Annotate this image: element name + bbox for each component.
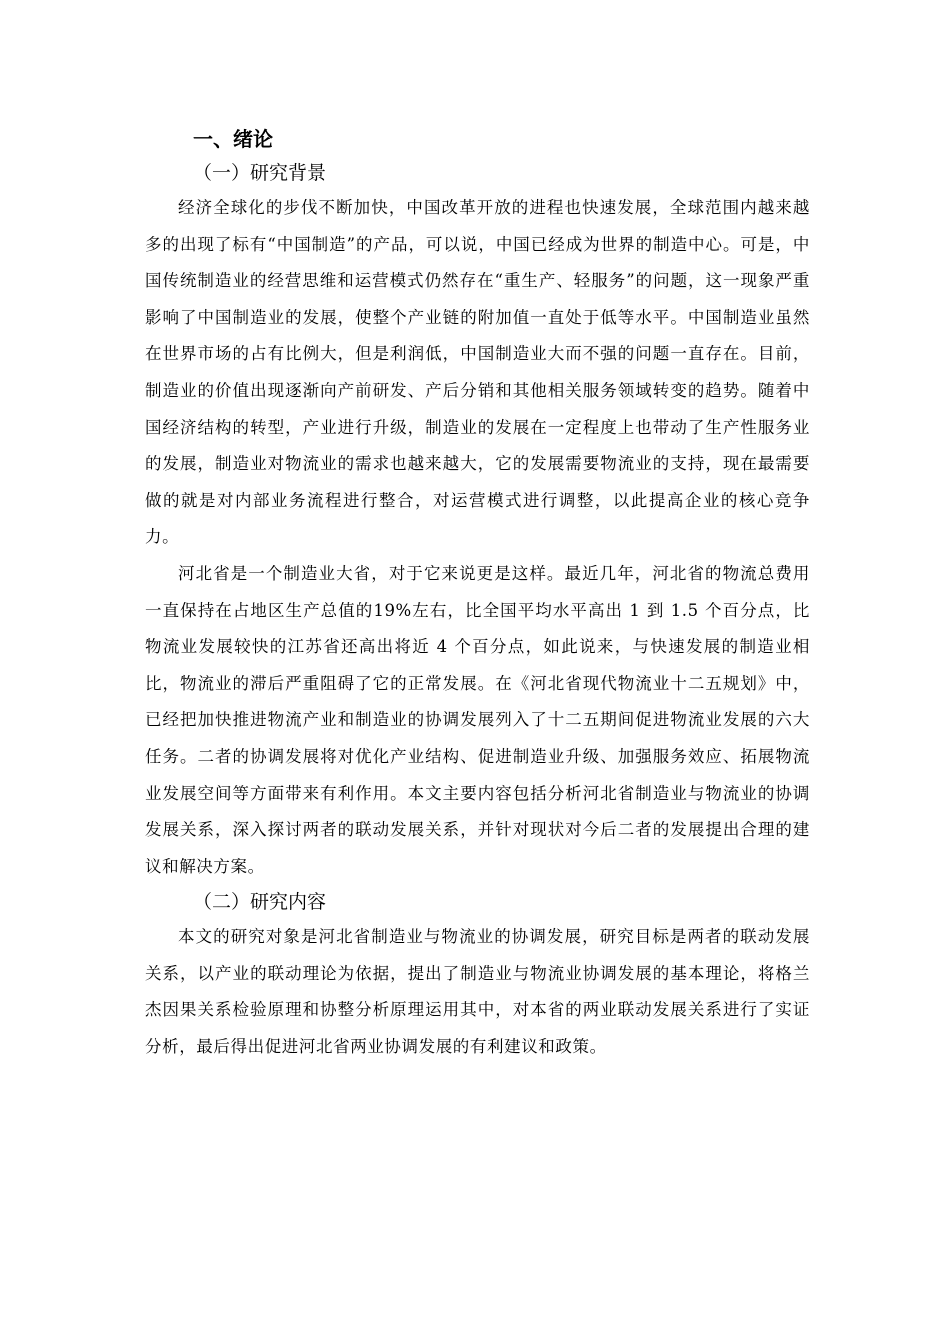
section-heading-content: （二）研究内容 — [193, 891, 327, 914]
paragraph-background-1: 经济全球化的步伐不断加快，中国改革开放的进程也快速发展，全球范围内越来越多的出现了标有“中国制造”的产品，可以说，中国已经成为世界的制造中心。可是，中国传统制造业的经营思维和运营模式仍然存在“重生产、轻服务”的问题，这一现象严重影响了中国制造业的发展，使整个产业链的附加值一直处于低等水平。中国制造业虽然在世界市场的占有比例大，但是利润低，中国制造业大而不强的问题一直存在。目前，制造业的价值出现逐渐向产前研发、产后分销和其他相关服务领域转变的趋势。随着中国经济结构的转型，产业进行升级，制造业的发展在一定程度上也带动了生产性服务业的发展，制造业对物流业的需求也越来越大，它的发展需要物流业的支持，现在最需要做的就是对内部业务流程进行整合，对运营模式进行调整，以此提高企业的核心竞争力。 — [145, 198, 810, 547]
paragraph-content-1: 本文的研究对象是河北省制造业与物流业的协调发展，研究目标是两者的联动发展关系，以产业的联动理论为依据，提出了制造业与物流业协调发展的基本理论，将格兰杰因果关系检验原理和协整分析原理运用其中，对本省的两业联动发展关系进行了实证分析，最后得出促进河北省两业协调发展的有利建议和政策。 — [145, 927, 810, 1057]
section-heading-background: （一）研究背景 — [193, 162, 327, 184]
paragraph-background-2: 河北省是一个制造业大省，对于它来说更是这样。最近几年，河北省的物流总费用一直保持在占地区生产总值的19%左右，比全国平均水平高出 1 到 1.5 个百分点，比物流业发展较快的江苏省还高出将近 4 个百分点，如此说来，与快速发展的制造业相比，物流业的滞后严重阻碍了它的正常发展。在《河北省现代物流业十二五规划》中，已经把加快推进物流产业和制造业的协调发展列入了十二五期间促进物流业发展的六大任务。二者的协调发展将对优化产业结构、促进制造业升级、加强服务效应、拓展物流业发展空间等方面带来有利作用。本文主要内容包括分析河北省制造业与物流业的协调发展关系，深入探讨两者的联动发展关系，并针对现状对今后二者的发展提出合理的建议和解决方案。 — [145, 563, 810, 876]
chapter-title: 一、绪论 — [193, 127, 273, 151]
document-body — [145, 122, 810, 1066]
